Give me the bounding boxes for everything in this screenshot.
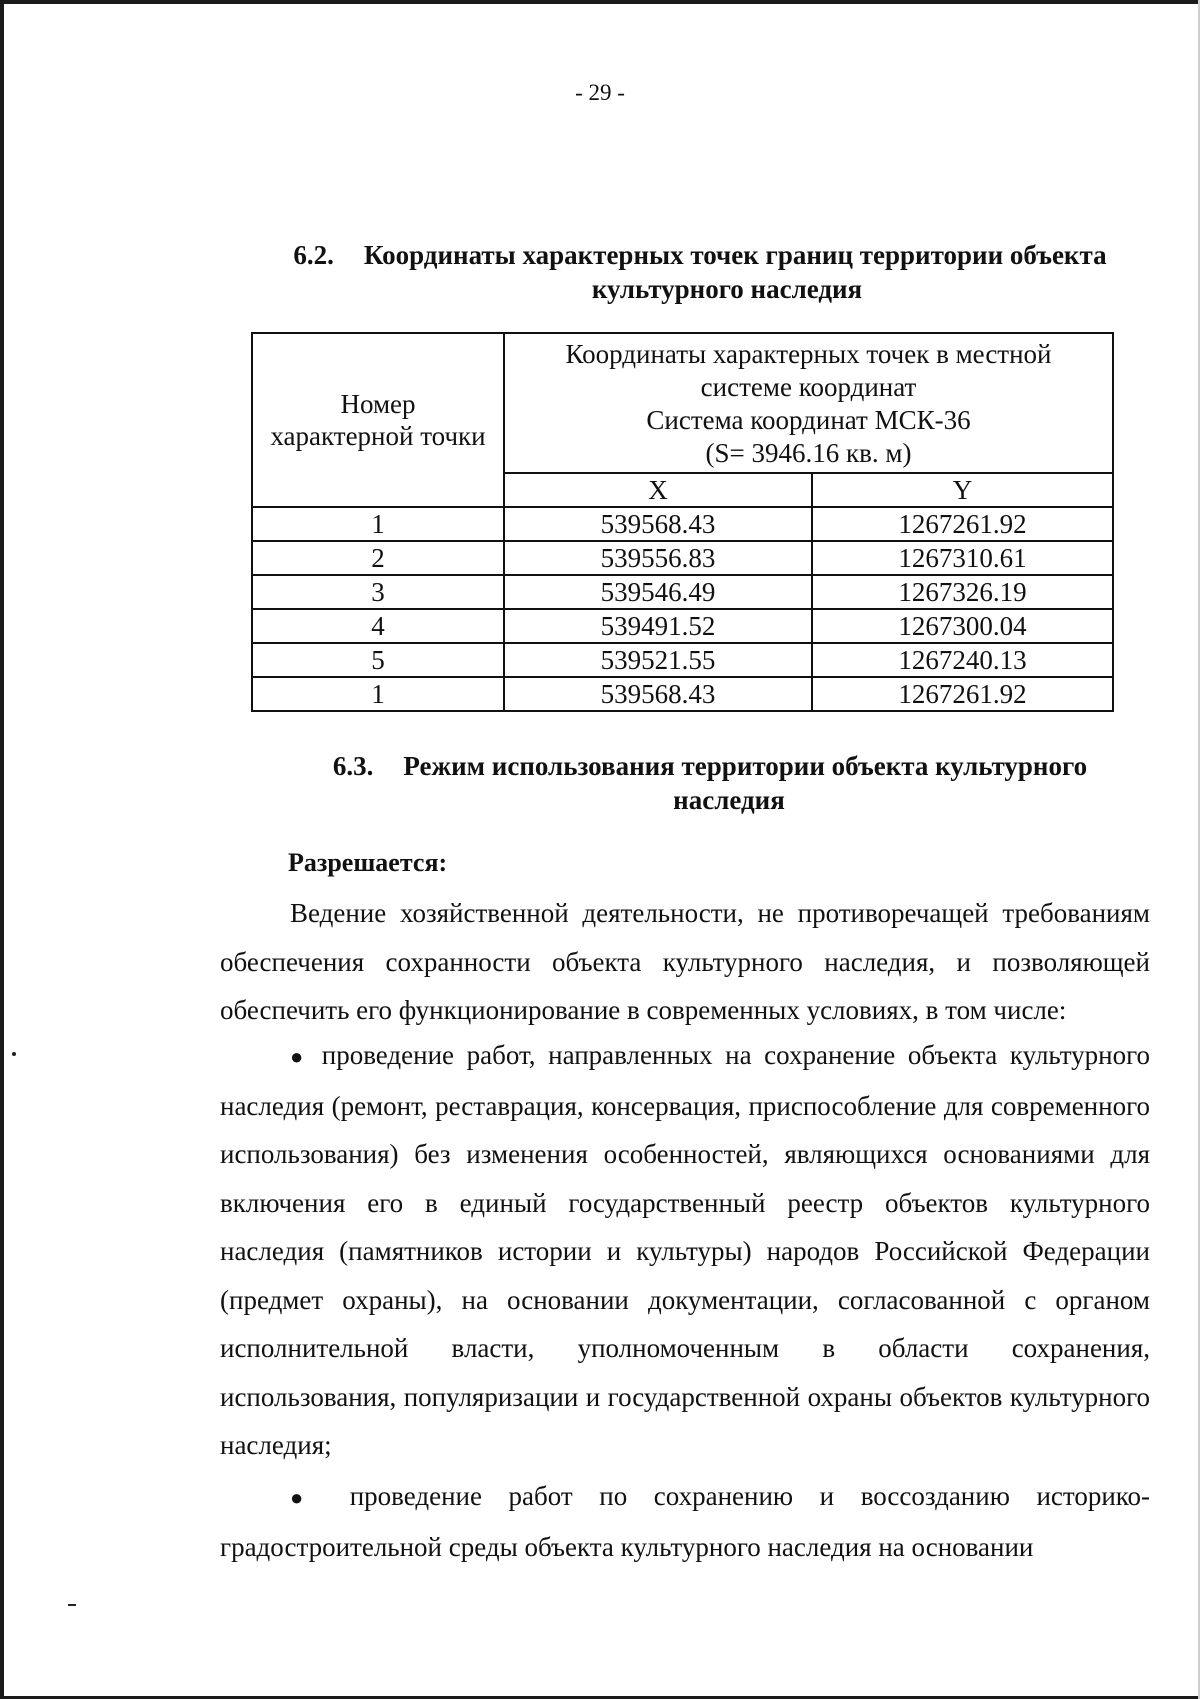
point-cell: 1: [252, 507, 504, 541]
bullet-text: проведение работ по сохранению и воссозданию историко-градостроительной среды объекта культурного наследия на основании: [220, 1481, 1151, 1562]
header-text: Система координат МСК-36: [646, 405, 971, 435]
point-cell: 3: [252, 575, 504, 609]
section-number: 6.3.: [332, 751, 374, 781]
table-row: [252, 643, 1113, 677]
header-text: характерной точки: [270, 421, 486, 451]
table-row: [252, 609, 1113, 643]
header-text: Координаты характерных точек в местной: [565, 339, 1052, 369]
bullet-icon: ●: [290, 1485, 324, 1510]
coordinate-system-header: [504, 333, 1113, 473]
scan-border-top: [0, 0, 1200, 4]
point-cell: 4: [252, 609, 504, 643]
y-cell: 1267240.13: [812, 643, 1113, 677]
x-column-header: X: [504, 473, 812, 507]
header-text: Номер: [340, 389, 416, 419]
header-text: системе координат: [700, 372, 917, 402]
x-cell: 539491.52: [504, 609, 812, 643]
y-cell: 1267261.92: [812, 507, 1113, 541]
scan-border-left: [0, 0, 4, 1699]
y-cell: 1267261.92: [812, 677, 1113, 711]
bullet-item-2: [220, 1472, 1150, 1571]
allowed-heading: Разрешается:: [288, 848, 448, 877]
scan-speck: [12, 1052, 16, 1056]
section-title-line: наследия: [673, 785, 785, 815]
bullet-icon: ●: [290, 1044, 310, 1069]
x-cell: 539521.55: [504, 643, 812, 677]
point-cell: 5: [252, 643, 504, 677]
table-row: [252, 575, 1113, 609]
y-column-header: Y: [812, 473, 1113, 507]
section-title-line: Режим использования территории объекта культурного: [403, 751, 1088, 781]
point-cell: 2: [252, 541, 504, 575]
x-cell: 539556.83: [504, 541, 812, 575]
x-cell: 539546.49: [504, 575, 812, 609]
table-row: [252, 507, 1113, 541]
bullet-item-1: [220, 1031, 1150, 1470]
x-cell: 539568.43: [504, 507, 812, 541]
y-cell: 1267326.19: [812, 575, 1113, 609]
point-number-header: [252, 333, 504, 507]
y-cell: 1267300.04: [812, 609, 1113, 643]
scan-mark: [68, 1604, 76, 1606]
header-text: (S= 3946.16 кв. м): [705, 438, 912, 468]
table-header-row: [252, 333, 1113, 473]
section-6-3-title: [290, 749, 1130, 817]
section-6-2-title: [260, 238, 1140, 306]
coordinates-table: [251, 332, 1114, 712]
x-cell: 539568.43: [504, 677, 812, 711]
table-row: [252, 541, 1113, 575]
y-cell: 1267310.61: [812, 541, 1113, 575]
section-title-line: Координаты характерных точек границ территории объекта: [363, 240, 1107, 270]
section-number: 6.2.: [293, 240, 334, 270]
page-number: - 29 -: [575, 80, 625, 105]
bullet-text: проведение работ, направленных на сохранение объекта культурного наследия (ремонт, реставрация, консервация, приспособление для современного использования) без изменения особенностей, являющихся основаниями для включения его в единый государственный реестр объектов культурного наследия (памятников истории и культуры) народов Российской Федерации (предмет охраны), на основании документации, согласованной с органом исполнительной власти, уполномоченным в области сохранения, использования, популяризации и государственной охраны объектов культурного наследия;: [220, 1040, 1150, 1460]
section-title-line: культурного наследия: [591, 274, 863, 304]
intro-paragraph: Ведение хозяйственной деятельности, не противоречащей требованиям обеспечения сохранности объекта культурного наследия, и позволяющей обеспечить его функционирование в современных условиях, в том числе:: [220, 898, 1150, 1025]
point-cell: 1: [252, 677, 504, 711]
table-row: [252, 677, 1113, 711]
